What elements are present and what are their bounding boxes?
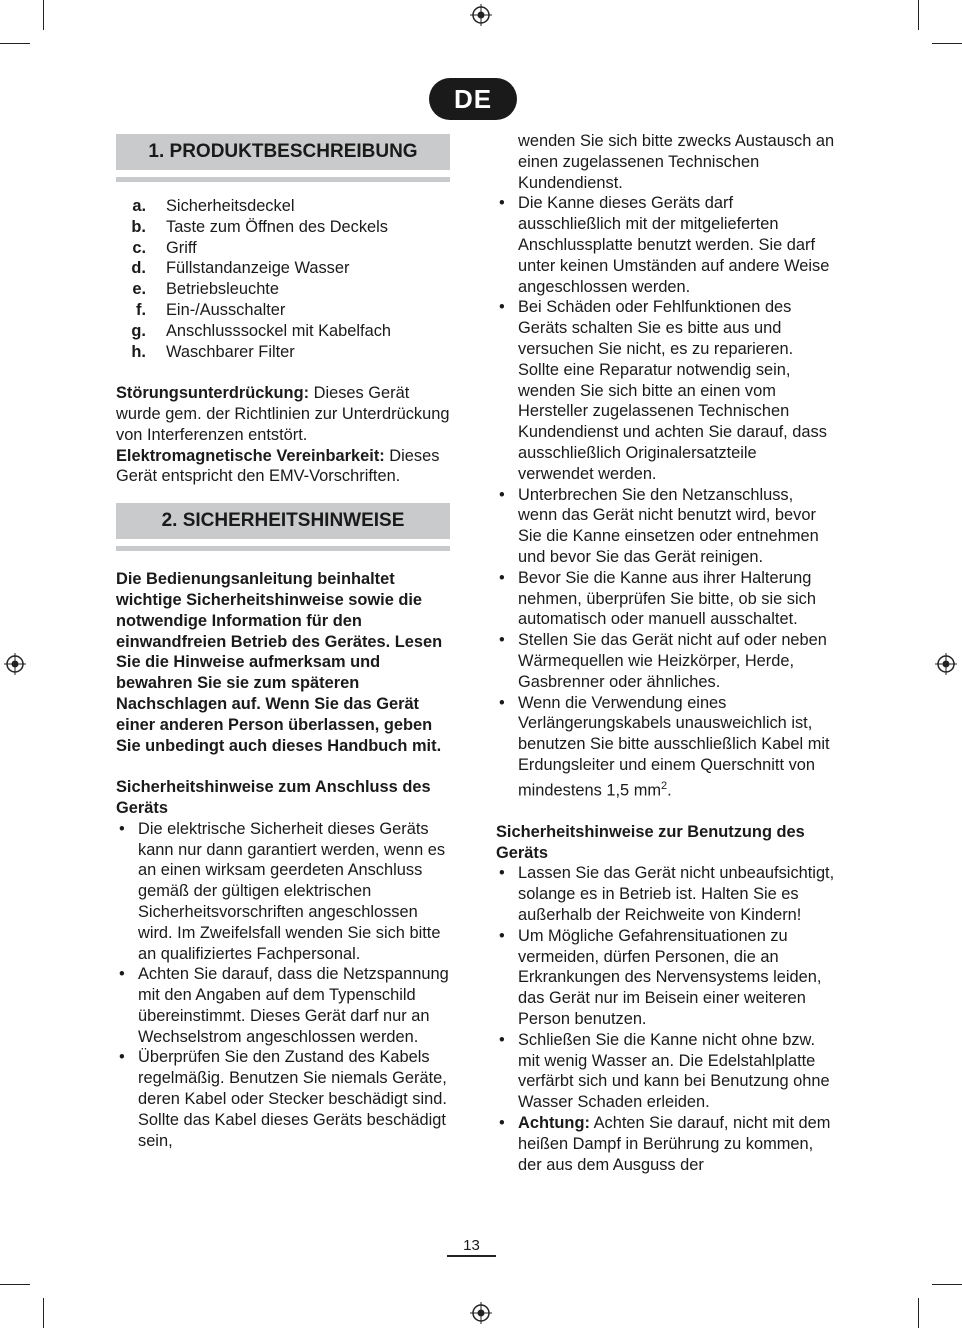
usage-list	[496, 863, 836, 1175]
list-item: • Bei Schäden oder Fehlfunktionen des Geräts schalten Sie es bitte aus und versuchen Sie nicht, es zu reparieren. Sollte eine Reparatur notwendig sein, wenden Sie sich bitte an einen vom Hersteller zugelassenen Technischen Kundendienst und achten Sie darauf, dass ausschließlich Originalersatzteile verwendet werden.	[496, 297, 836, 484]
crop-mark	[0, 43, 30, 44]
language-badge: DE	[429, 78, 517, 120]
intro-paragraph: Die Bedienungsanleitung beinhaltet wichtige Sicherheitshinweise sowie die notwendige Information für den einwandfreien Betrieb des Gerätes. Lesen Sie die Hinweise aufmerksam und bewahren Sie sie zum späteren Nachschlagen auf. Wenn Sie das Gerät einer anderen Person überlassen, geben Sie unbedingt auch dieses Handbuch mit.	[116, 570, 443, 755]
list-item: • Überprüfen Sie den Zustand des Kabels regelmäßig. Benutzen Sie niemals Geräte, deren Kabel oder Stecker beschädigt sind. Sollte das Kabel dieses Geräts beschädigt sein,	[116, 1047, 450, 1151]
list-item: d. Füllstandanzeige Wasser	[131, 259, 350, 278]
crop-mark	[918, 1298, 919, 1328]
list-item: • Lassen Sie das Gerät nicht unbeaufsichtigt, solange es in Betrieb ist. Halten Sie es außerhalb der Reichweite von Kindern!	[496, 863, 836, 925]
left-column	[116, 134, 450, 1151]
crop-mark	[0, 1284, 30, 1285]
registration-mark-icon	[935, 653, 957, 675]
list-item: • Achtung: Achten Sie darauf, nicht mit dem heißen Dampf in Berührung zu kommen, der aus dem Ausguss der	[496, 1113, 836, 1175]
list-item: c. Griff	[132, 238, 197, 257]
page-number: 13	[463, 1237, 480, 1254]
interference-paragraph: Störungsunterdrückung: Dieses Gerät wurde gem. der Richtlinien zur Unterdrückung von Interferenzen entstört. Elektromagnetische Vereinbarkeit: Dieses Gerät entspricht den EMV-Vorschriften.	[116, 384, 450, 486]
list-item: b. Taste zum Öffnen des Deckels	[131, 217, 388, 236]
list-item: • Die elektrische Sicherheit dieses Geräts kann nur dann garantiert werden, wenn es an einen wirksam geerdeten Anschluss gemäß der gültigen elektrischen Sicherheitsvorschriften angeschlossen wird. Im Zweifelsfall wenden Sie sich bitte an qualifiziertes Fachpersonal.	[116, 819, 450, 965]
list-item: • Wenn die Verwendung eines Verlängerungskabels unausweichlich ist, benutzen Sie bitte ausschließlich Kabel mit Erdungsleiter und einem Querschnitt von mindestens 1,5 $mm^2$.	[496, 693, 836, 801]
crop-mark	[932, 1284, 962, 1285]
list-item: • Schließen Sie die Kanne nicht ohne bzw. mit wenig Wasser an. Die Edelstahlplatte verfärbt sich und kann bei Benutzung ohne Wasser Schaden erleiden.	[496, 1030, 836, 1113]
crop-mark	[918, 0, 919, 30]
list-item: h. Waschbarer Filter	[131, 342, 295, 361]
list-item: • Um Mögliche Gefahrensituationen zu vermeiden, dürfen Personen, die an Erkrankungen des Nervensystems leiden, das Gerät nur im Beisein einer weiteren Person benutzen.	[496, 926, 836, 1030]
registration-mark-icon	[470, 4, 492, 26]
crop-mark	[43, 1298, 44, 1328]
list-item: • Achten Sie darauf, dass die Netzspannung mit den Angaben auf dem Typenschild übereinstimmt. Dieses Gerät darf nur an Wechselstrom angeschlossen werden.	[116, 964, 450, 1047]
section-2-heading: 2. SICHERHEITSHINWEISE	[116, 503, 450, 539]
list-item: • Die Kanne dieses Geräts darf ausschließlich mit der mitgelieferten Anschlussplatte benutzt werden. Sie darf unter keinen Umständen auf andere Weise angeschlossen werden.	[496, 193, 836, 297]
list-item: a. Sicherheitsdeckel	[132, 197, 295, 215]
list-item: e. Betriebsleuchte	[132, 280, 279, 299]
crop-mark	[932, 43, 962, 44]
list-item: f. Ein-/Ausschalter	[135, 300, 286, 319]
section-1-rule	[116, 177, 450, 182]
continuation-text: wenden Sie sich bitte zwecks Austausch an einen zugelassenen Technischen Kundendienst.	[518, 132, 835, 192]
registration-mark-icon	[4, 653, 26, 675]
list-item: • Bevor Sie die Kanne aus ihrer Halterung nehmen, überprüfen Sie bitte, ob sie sich automatisch oder manuell ausschaltet.	[496, 568, 836, 630]
list-item: • Stellen Sie das Gerät nicht auf oder neben Wärmequellen wie Heizkörper, Herde, Gasbrenner oder ähnliches.	[496, 630, 836, 692]
page-number-rule	[447, 1255, 496, 1257]
list-item: g. Anschlusssockel mit Kabelfach	[131, 321, 392, 340]
usage-heading: Sicherheitshinweise zur Benutzung des Geräts	[496, 822, 805, 862]
connection-heading: Sicherheitshinweise zum Anschluss des Geräts	[116, 778, 431, 817]
right-safety-list	[496, 193, 836, 801]
right-column	[496, 131, 836, 1175]
registration-mark-icon	[470, 1302, 492, 1324]
connection-list	[116, 819, 450, 1152]
parts-list	[116, 196, 450, 362]
crop-mark	[43, 0, 44, 30]
list-item: • Unterbrechen Sie den Netzanschluss, wenn das Gerät nicht benutzt wird, bevor Sie die Kanne einsetzen oder entnehmen und bevor Sie das Gerät reinigen.	[496, 485, 836, 568]
section-1-heading: 1. PRODUKTBESCHREIBUNG	[116, 134, 450, 170]
